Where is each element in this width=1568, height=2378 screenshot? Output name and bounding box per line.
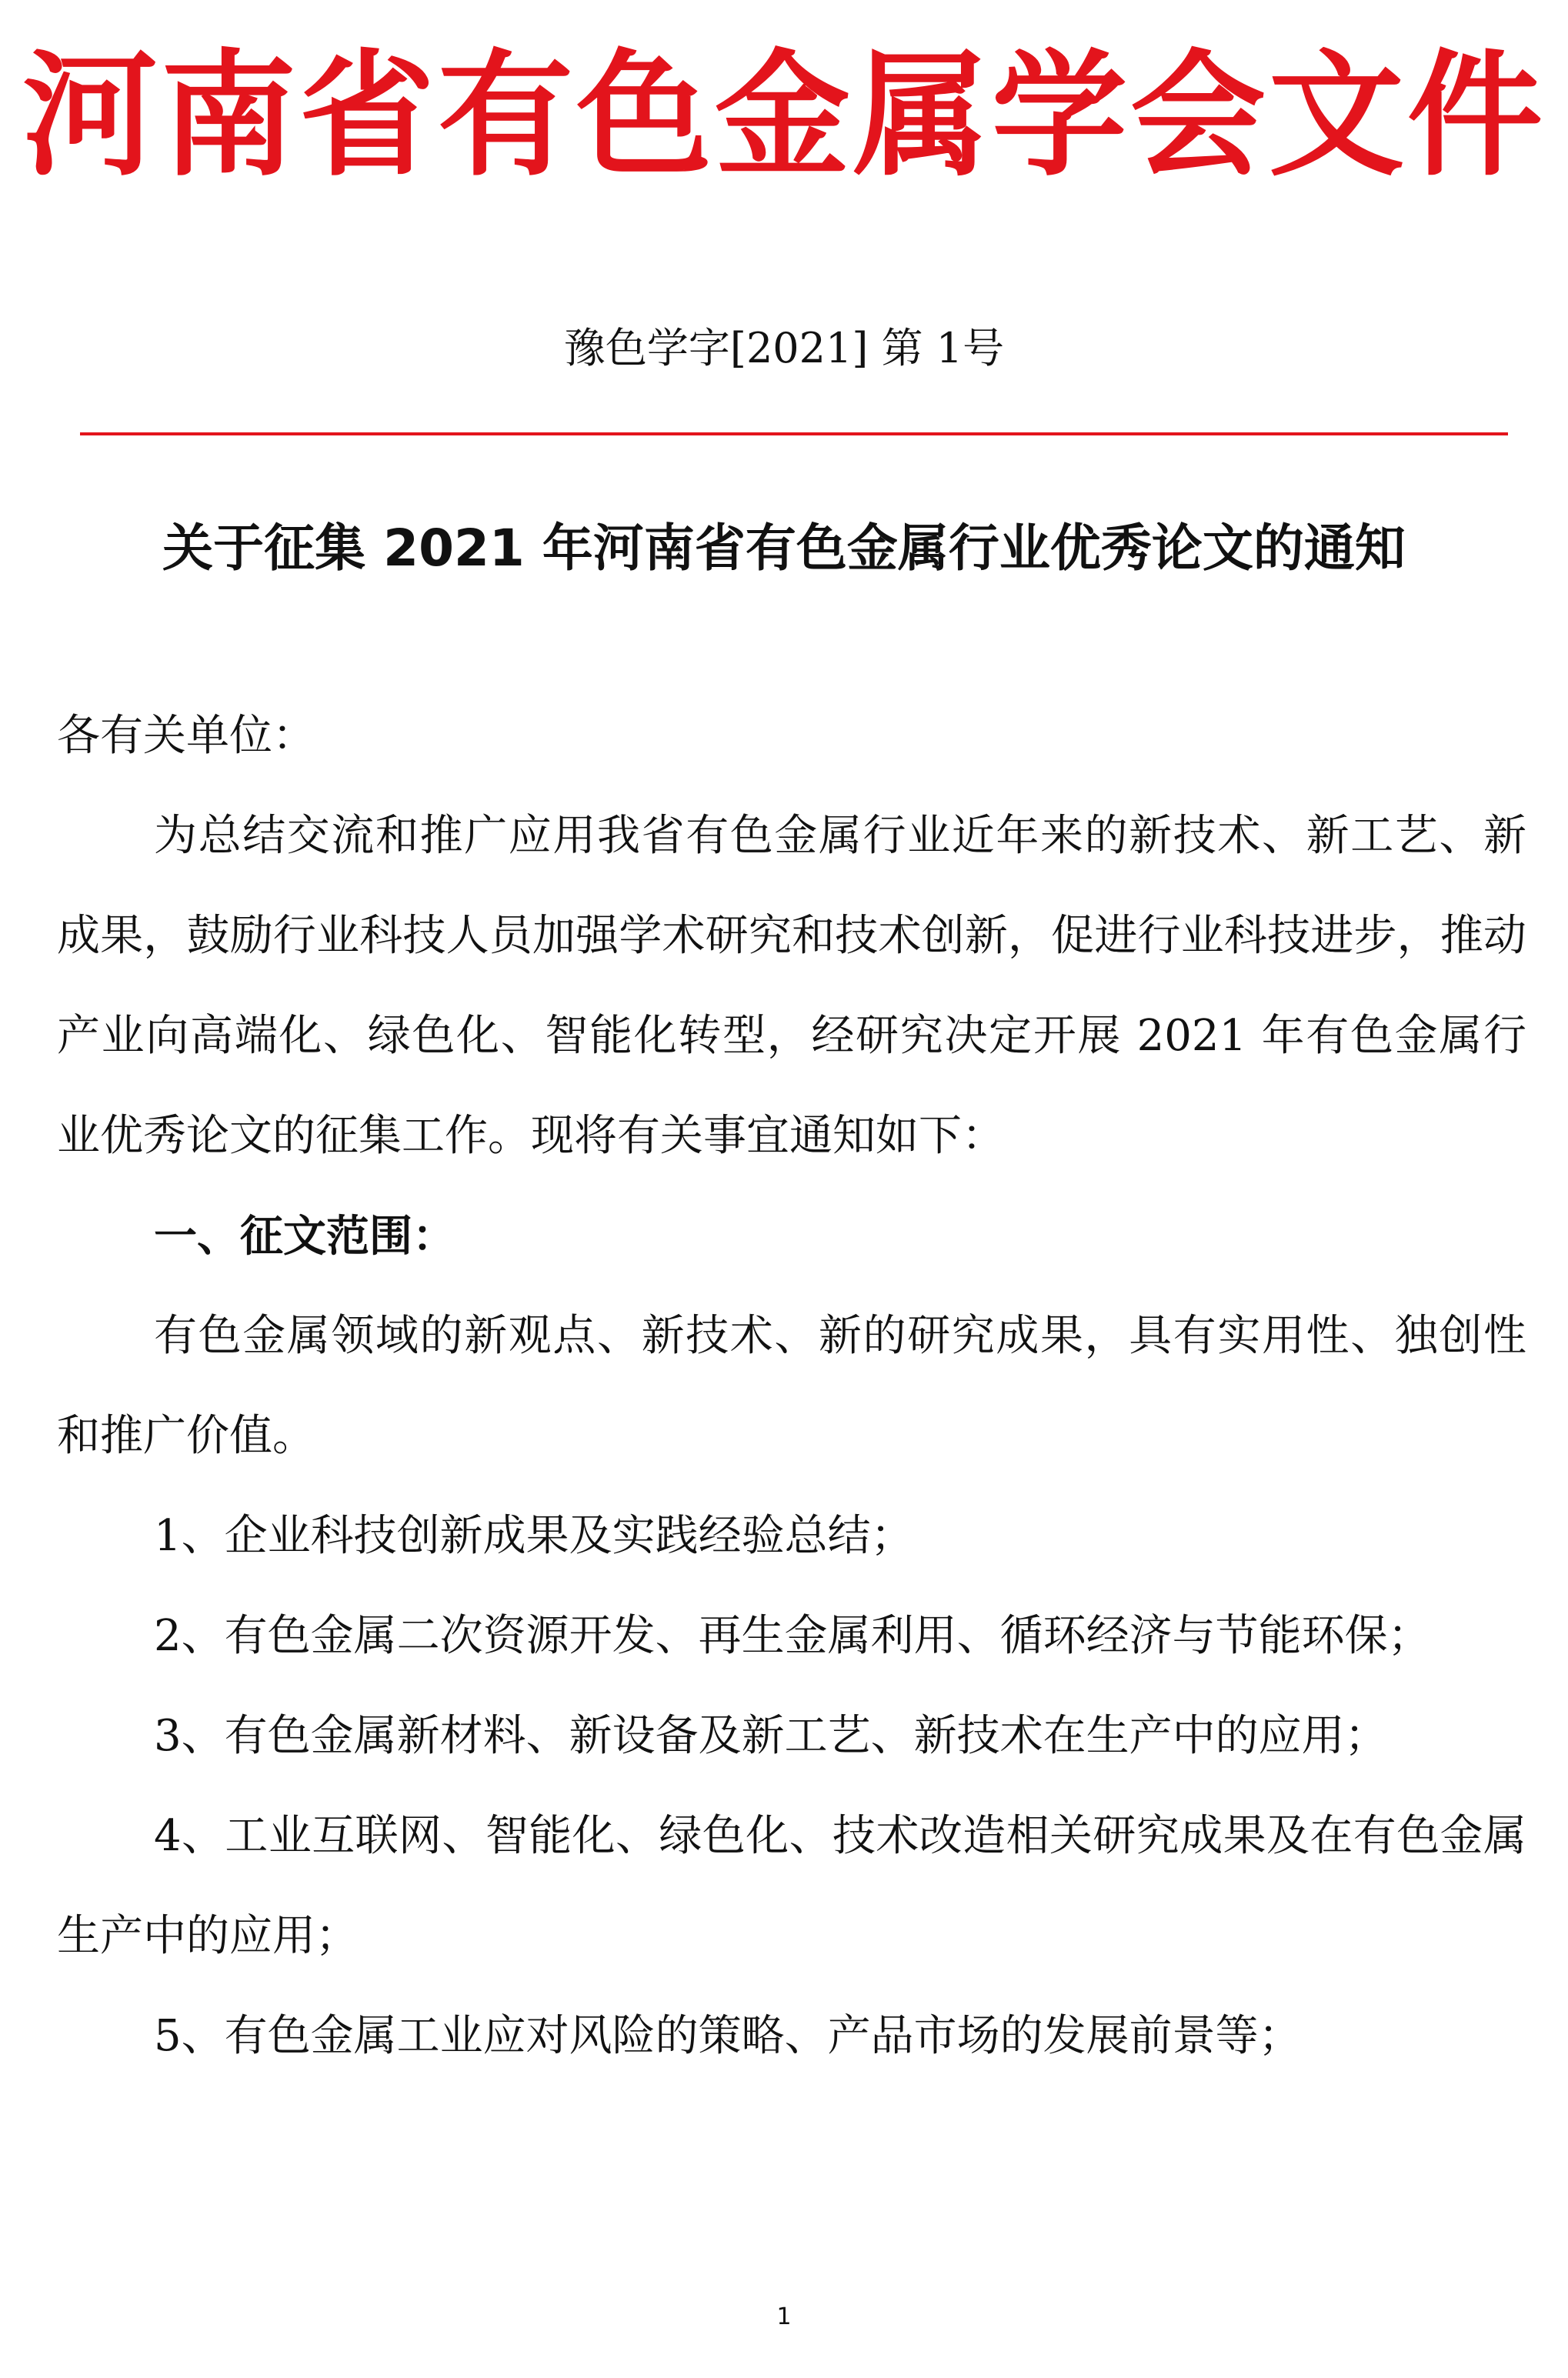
letterhead-title: 河南省有色金属学会文件 — [22, 35, 1546, 195]
page-number: 1 — [776, 2303, 792, 2330]
list-item: 3、有色金属新材料、新设备及新工艺、新技术在生产中的应用； — [154, 1711, 1388, 1761]
salutation: 各有关单位： — [57, 711, 315, 761]
list-item: 1、企业科技创新成果及实践经验总结； — [154, 1511, 914, 1561]
list-item: 2、有色金属二次资源开发、再生金属利用、循环经济与节能环保； — [154, 1611, 1431, 1661]
list-item: 4、工业互联网、智能化、绿色化、技术改造相关研究成果及在有色金属生产中的应用； — [57, 1811, 1526, 1961]
document-title: 关于征集 2021 年河南省有色金属行业优秀论文的通知 — [162, 519, 1406, 578]
section-heading: 一、征文范围： — [154, 1211, 455, 1262]
section-description: 有色金属领域的新观点、新技术、新的研究成果，具有实用性、独创性和推广价值。 — [57, 1311, 1526, 1461]
intro-paragraph: 为总结交流和推广应用我省有色金属行业近年来的新技术、新工艺、新成果，鼓励行业科技人员加强学术研究和技术创新，促进行业科技进步，推动产业向高端化、绿色化、智能化转型，经研究决定开展 2021 年有色金属行业优秀论文的征集工作。现将有关事宜通知如下： — [57, 811, 1526, 1161]
red-divider-line — [80, 432, 1508, 435]
document-number: 豫色学字[2021] 第 1号 — [563, 324, 1005, 372]
list-item: 5、有色金属工业应对风险的策略、产品市场的发展前景等； — [154, 2011, 1302, 2061]
document-body — [57, 686, 1526, 2086]
